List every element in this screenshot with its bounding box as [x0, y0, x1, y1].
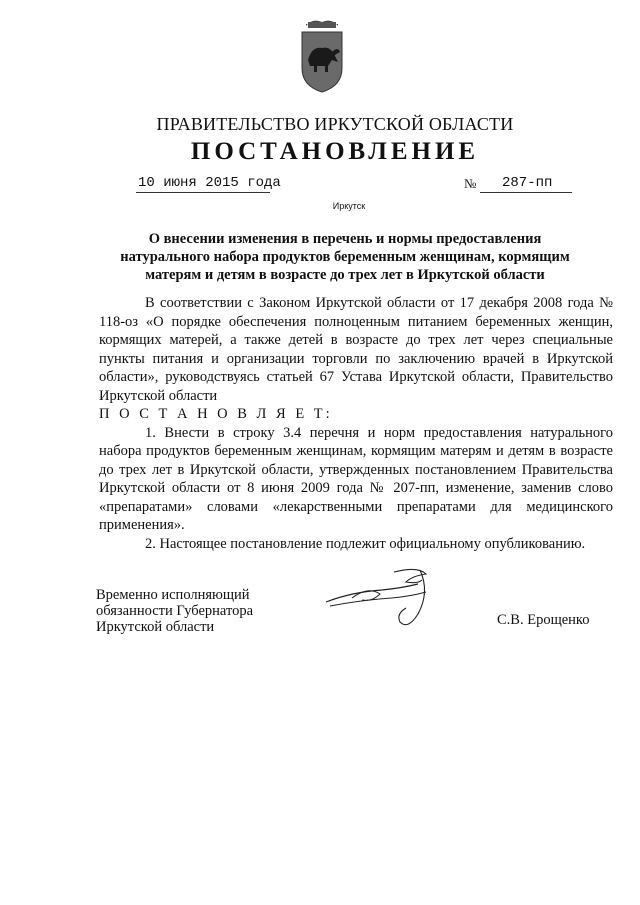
handwritten-signature: [322, 562, 440, 634]
item-1-paragraph: 1. Внести в строку 3.4 перечня и норм предоставления натурального набора продуктов беременным женщинам, кормящим матерям и детям в возрасте до трех лет в Иркутской области, утвержденных постановлением Правительства Иркутской области от 8 июня 2009 года № 207-пп, изменение, заменив слово «препаратами» словами «лекарственными препаратами для медицинского применения».: [99, 424, 613, 533]
coat-of-arms-emblem: [298, 16, 346, 94]
government-name: ПРАВИТЕЛЬСТВО ИРКУТСКОЙ ОБЛАСТИ: [156, 114, 514, 134]
signatory-position: [96, 587, 253, 635]
item-2-paragraph: 2. Настоящее постановление подлежит официальному опубликованию.: [145, 535, 586, 552]
number-label: №: [464, 176, 477, 191]
number-underline: [480, 192, 572, 193]
position-line-3: Иркутской области: [96, 619, 215, 635]
resolves-heading: П О С Т А Н О В Л Я Е Т:: [99, 406, 333, 422]
document-type: ПОСТАНОВЛЕНИЕ: [190, 138, 480, 165]
signatory-name: С.В. Ерощенко: [497, 612, 590, 628]
preamble-paragraph: В соответствии с Законом Иркутской области от 17 декабря 2008 года № 118-оз «О порядке обеспечения полноценным питанием беременных женщин, кормящих матерей, а также детей в возрасте до трех лет через специальные пункты питания и организации торговли по заключению врачей в Иркутской области», руководствуясь статьей 67 Устава Иркутской области, Правительство Иркутской области: [99, 295, 613, 404]
date-underline: [136, 192, 270, 193]
position-line-1: Временно исполняющий: [96, 587, 250, 603]
document-number: 287-пп: [502, 175, 553, 191]
document-title: О внесении изменения в перечень и нормы предоставления натурального набора продуктов беременным женщинам, кормящим матерям и детям в возрасте до трех лет в Иркутской области: [120, 231, 570, 283]
document-date: 10 июня 2015 года: [138, 175, 281, 191]
position-line-2: обязанности Губернатора: [96, 603, 254, 619]
document-body: [99, 294, 613, 553]
city-name: Иркутск: [332, 201, 366, 211]
